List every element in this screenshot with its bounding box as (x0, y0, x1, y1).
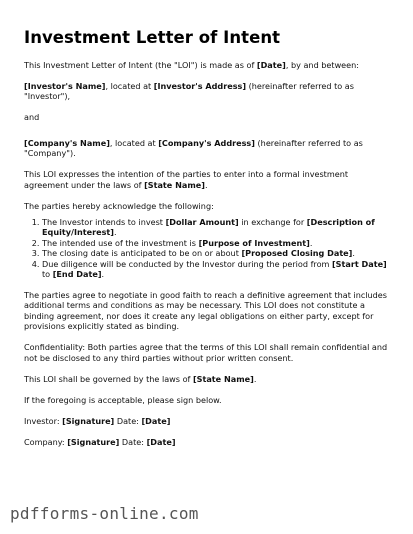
company-located: , located at (109, 137, 159, 148)
expresses-paragraph (24, 169, 389, 190)
investor-sign-label: Investor: (24, 415, 63, 426)
purpose-placeholder: [Purpose of Investment] (198, 237, 310, 248)
intro-after: , by and between: (285, 60, 359, 70)
list-item-text: . (352, 248, 355, 259)
company-signature-placeholder: [Signature] (67, 436, 120, 447)
site-watermark: pdfforms-online.com (10, 504, 199, 523)
list-item-text: . (113, 227, 117, 238)
investor-address-placeholder: [Investor's Address] (153, 81, 247, 91)
start-date-placeholder: [Start Date] (331, 258, 387, 269)
list-item-text: . (101, 269, 105, 280)
company-after: (hereinafter referred to as "Company"). (24, 137, 363, 159)
and-paragraph: and (24, 112, 40, 123)
end-date-placeholder: [End Date] (52, 269, 102, 280)
acknowledgement-list (24, 217, 389, 279)
investor-date-placeholder: [Date] (141, 415, 171, 426)
intro-date-placeholder: [Date] (256, 60, 286, 70)
list-item-text: in exchange for (238, 217, 307, 228)
list-item-text: The intended use of the investment is (42, 237, 199, 248)
company-address-placeholder: [Company's Address] (158, 137, 255, 148)
list-item-text: . (309, 237, 313, 248)
investor-paragraph (24, 81, 389, 102)
investor-name-placeholder: [Investor's Name] (24, 81, 106, 91)
intro-paragraph (24, 60, 389, 70)
governed-state-placeholder: [State Name] (192, 373, 254, 384)
expresses-state-placeholder: [State Name] (144, 179, 205, 190)
list-item-text: to (42, 269, 53, 280)
company-name-placeholder: [Company's Name] (24, 137, 110, 148)
negotiate-paragraph: The parties agree to negotiate in good faith to reach a definitive agreement that includes additional terms and conditions as may be necessary. This LOI does not constitute a binding agreement, nor does it create any legal obligations on either party, except for provisions explicitly stated as binding. (24, 290, 387, 332)
equity-description-placeholder: [Description of Equity/Interest] (42, 217, 375, 238)
governed-paragraph (24, 374, 389, 384)
expresses-after: . (204, 179, 208, 190)
governed-text: This LOI shall be governed by the laws of (24, 373, 193, 384)
dollar-amount-placeholder: [Dollar Amount] (165, 217, 239, 228)
investor-date-label: Date: (114, 415, 142, 426)
investor-located: , located at (105, 81, 154, 91)
investor-signature-line (24, 416, 389, 426)
company-sign-label: Company: (24, 436, 68, 447)
acknowledge-paragraph: The parties hereby acknowledge the following: (24, 200, 214, 211)
intro-text: This Investment Letter of Intent (the "LOI") is made as of (24, 60, 257, 70)
investor-signature-placeholder: [Signature] (62, 415, 115, 426)
company-date-placeholder: [Date] (146, 436, 176, 447)
company-paragraph (24, 138, 389, 159)
foregoing-paragraph: If the foregoing is acceptable, please sign below. (24, 394, 222, 405)
closing-date-placeholder: [Proposed Closing Date] (241, 248, 353, 259)
document-title: Investment Letter of Intent (24, 28, 281, 47)
list-item-text: The Investor intends to invest (42, 217, 166, 228)
list-item-text: The closing date is anticipated to be on or about (42, 248, 242, 259)
list-item (42, 238, 389, 248)
list-item (42, 217, 389, 238)
list-item (42, 259, 389, 280)
list-item-text: Due diligence will be conducted by the Investor during the period from (42, 258, 332, 269)
company-signature-line (24, 437, 389, 447)
confidentiality-paragraph: Confidentiality: Both parties agree that the terms of this LOI shall remain confidential and not be disclosed to any third parties without prior written consent. (24, 342, 388, 363)
expresses-text: This LOI expresses the intention of the parties to enter into a formal investment agreement under the laws of (24, 169, 349, 190)
investor-after: (hereinafter referred to as "Investor"), (24, 81, 354, 102)
company-date-label: Date: (119, 436, 147, 447)
list-item (42, 248, 389, 258)
governed-after: . (253, 373, 257, 384)
